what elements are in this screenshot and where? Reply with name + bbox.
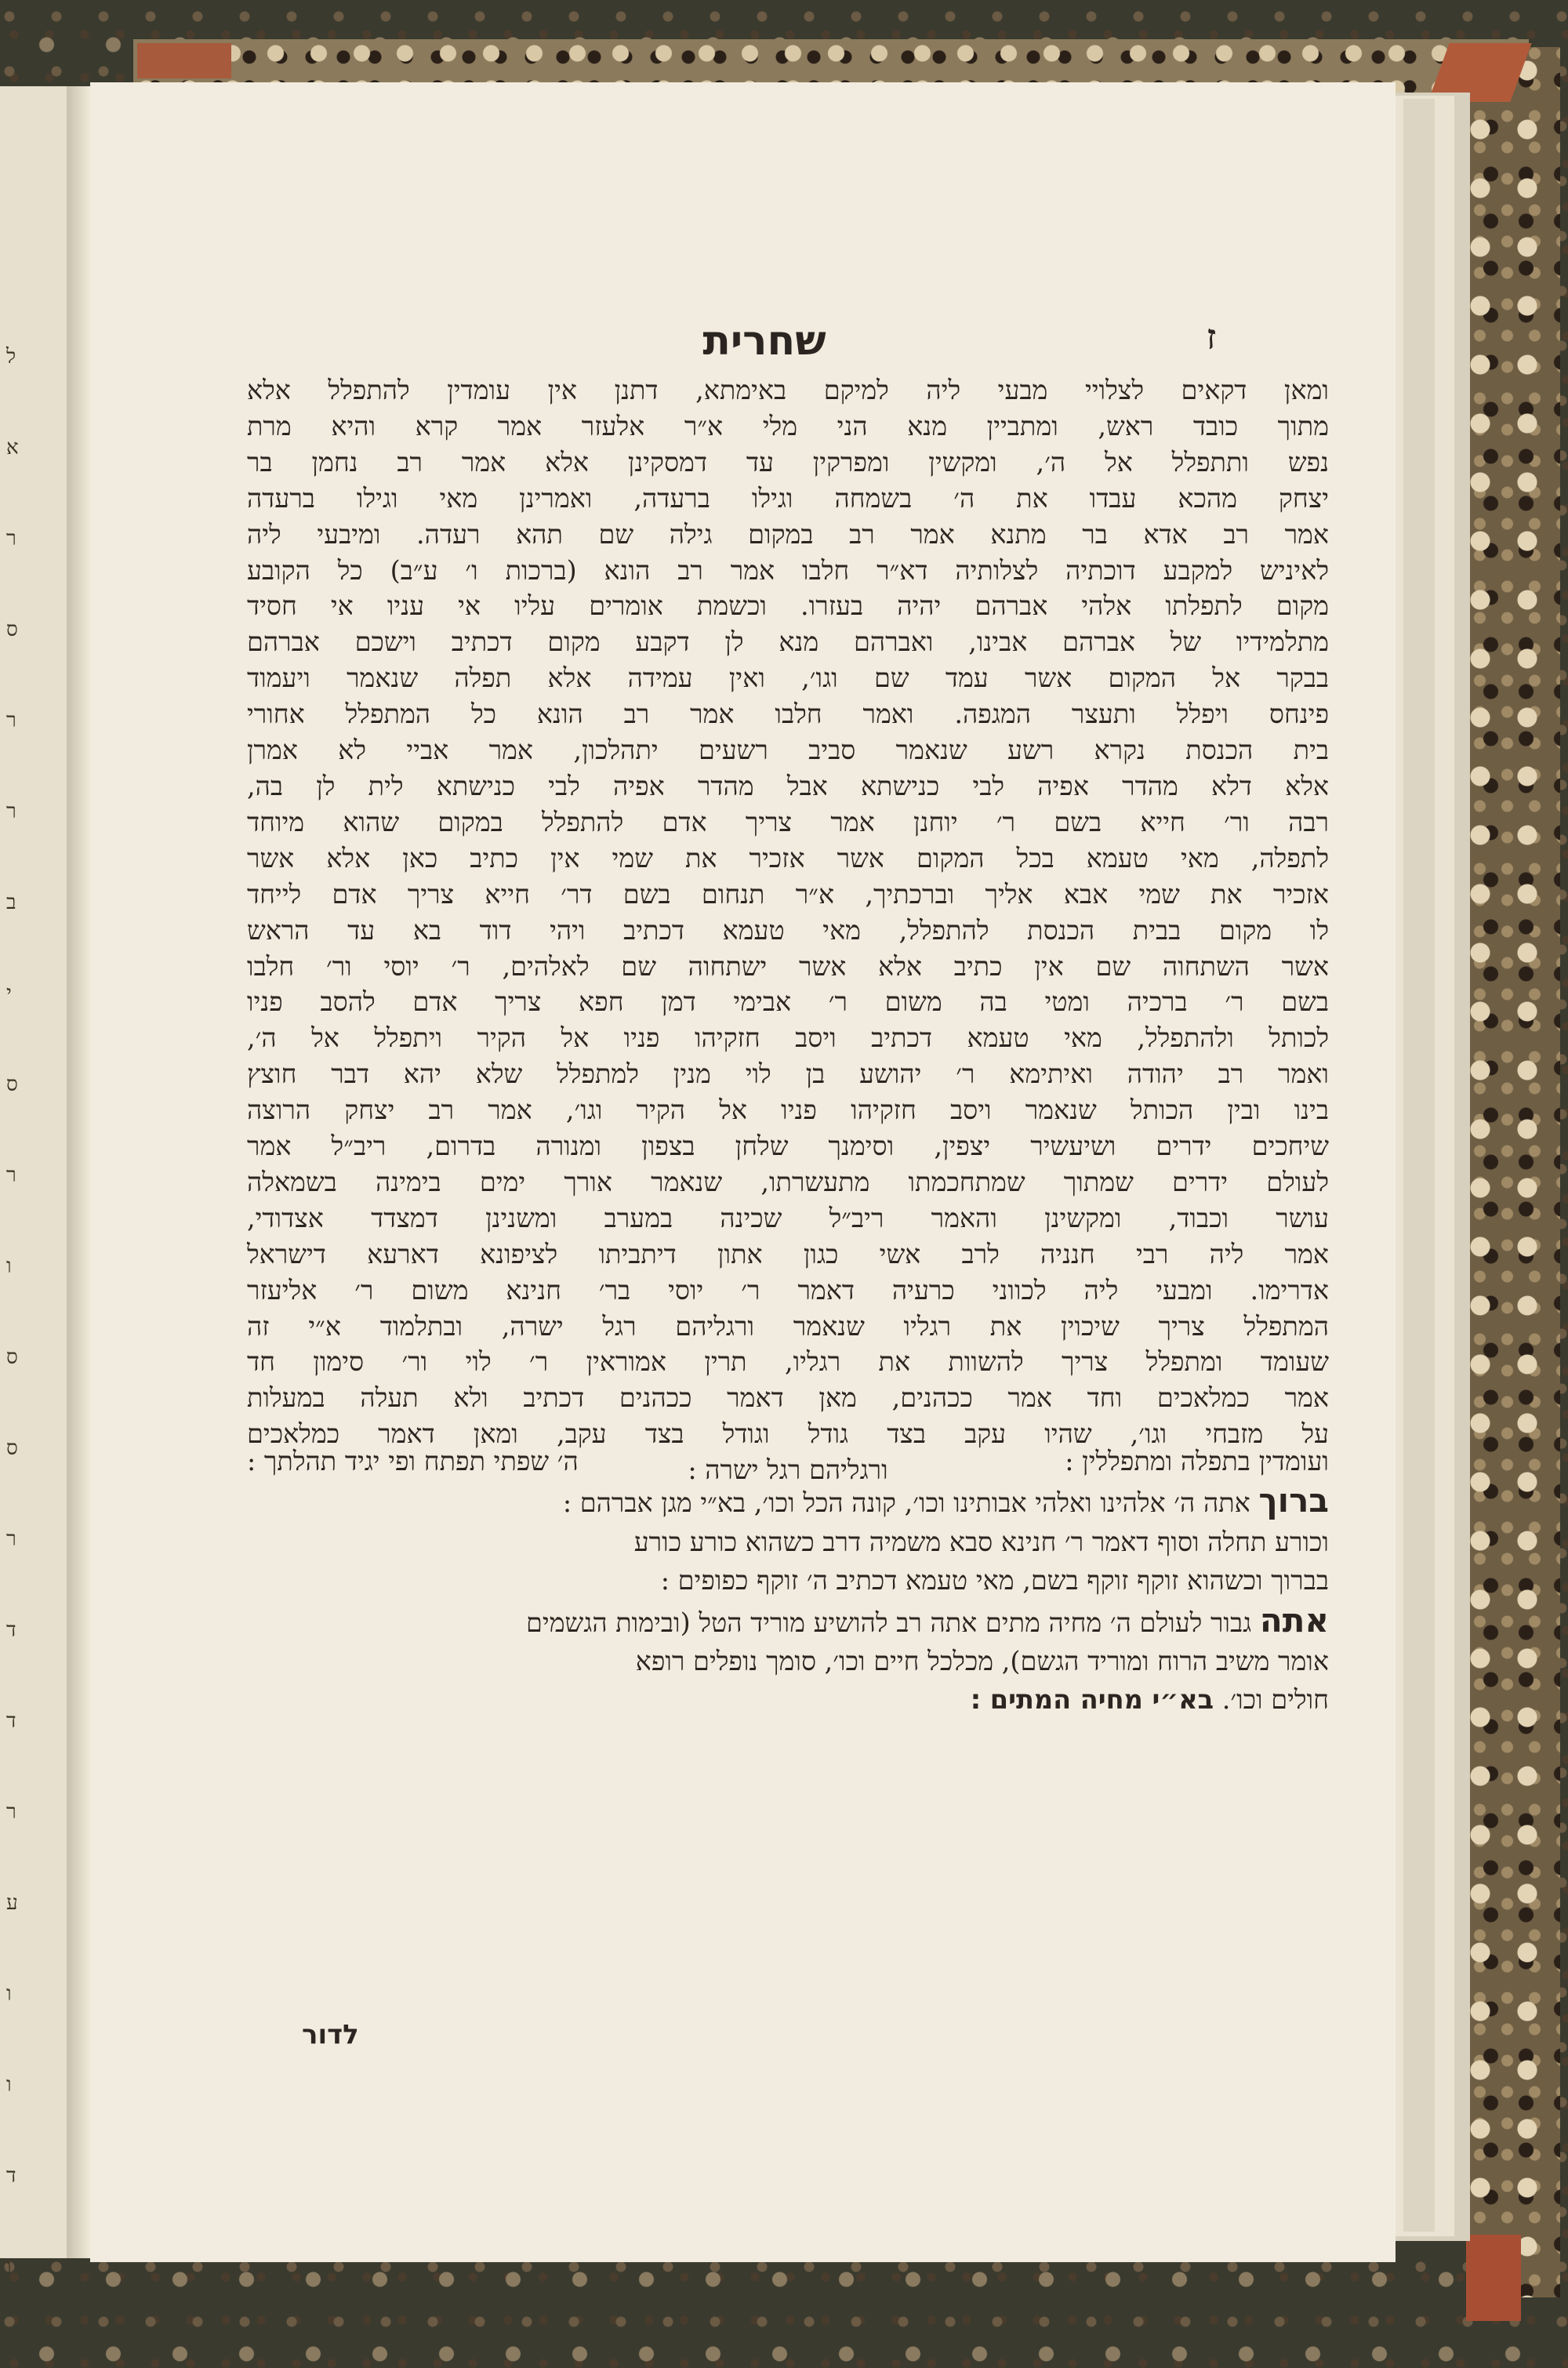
facing-page-glyph: ס xyxy=(6,1436,18,1460)
commentary-line: בברוך וכשהוא זוקף זוקף בשם, מאי טעמא דכתיב ה׳ זוקף כפופים : xyxy=(660,1564,1329,1596)
facing-page-glyph: ר xyxy=(6,527,16,550)
text-line: אלא דלא מהדר אפיה לבי כנישתא אבל מהדר אפיה לבי כנישתא לית לן בה, xyxy=(247,770,1329,801)
text-line-centered: ורגליהם רגל ישרה : xyxy=(688,1455,888,1486)
text-line: לו מקום בבית הכנסת להתפלל, מאי טעמא דכתיב ויהי דוד בא עד הראש xyxy=(247,914,1329,946)
commentary xyxy=(247,1524,1329,1600)
page-stack-edge xyxy=(1403,99,1435,2232)
blessing-conclusion: בא״י מחיה המתים : xyxy=(970,1683,1214,1715)
commentary-line: וכורע תחלה וסוף דאמר ר׳ חנינא סבא משמיה דרב כשהוא כורע כורע xyxy=(633,1527,1329,1557)
facing-page-glyph: ו xyxy=(6,2073,12,2097)
facing-page-glyph: ד xyxy=(6,1618,16,1642)
facing-page-glyph: ד xyxy=(6,2164,16,2188)
text-line: נפש ותתפלל אל ה׳, ומקשין ומפרקין עד דמסקינן אלא אמר רב נחמן בר xyxy=(247,446,1329,478)
blessing-text: חולים וכו׳. xyxy=(1221,1683,1329,1715)
text-line: שיחכים ידרים ושיעשיר יצפין, וסימנך שלחן בצפון ומנורה בדרום, ריב״ל אמר xyxy=(247,1131,1329,1162)
text-line: רבה ור׳ חייא בשם ר׳ יוחנן אמר צריך אדם להתפלל במקום שהוא מיוחד xyxy=(247,806,1329,837)
catchword: לדור xyxy=(302,2019,359,2050)
text-line: אמר רב אדא בר מתנא אמר רב במקום גילה שם תהא רעדה. ומיבעי ליה xyxy=(247,518,1329,550)
facing-page-glyph: ר xyxy=(6,709,16,732)
text-line: על מזבחי וגו׳, שהיו עקב בצד גודל וגודל בצד עקב, ומאן דאמר כמלאכים xyxy=(247,1418,1329,1450)
facing-page-glyph: ו xyxy=(6,1982,12,2006)
facing-page-glyph: ע xyxy=(6,1891,18,1915)
facing-page-glyph: ס xyxy=(6,1073,18,1096)
text-line: לאיניש למקבע דוכתיה לצלותיה דא״ר חלבו אמר רב הונא (ברכות ו׳ ע״ב) כל הקובע xyxy=(247,554,1329,586)
text-line: שעומד ומתפלל צריך להשוות את רגליו, תרין אמוראין ר׳ לוי ור׳ סימון חד xyxy=(247,1346,1329,1378)
text-line: ואמר רב יהודה ואיתימא ר׳ יהושע בן לוי מנין למתפלל שלא יהא דבר חוצץ xyxy=(247,1059,1329,1090)
text-line: לתפלה, מאי טעמא בכל המקום אשר אזכיר את שמי אין כתיב כאן אלא אשר xyxy=(247,842,1329,873)
text-line: המתפלל צריך שיכוין את רגליו שנאמר ורגליהם רגל ישרה, ובתלמוד א״י זה xyxy=(247,1310,1329,1342)
text-line: אזכיר את שמי אבא אליך וברכתיך, א״ר תנחום בשם דר׳ חייא צריך אדם לייחד xyxy=(247,878,1329,910)
book-gutter xyxy=(67,86,90,2258)
text-line: פינחס ויפלל ותעצר המגפה. ואמר חלבו אמר רב הונא כל המתפלל אחורי xyxy=(247,699,1329,730)
prayer-intro-left: ה׳ שפתי תפתח ופי יגיד תהלתך : xyxy=(247,1446,579,1476)
prayer-intro xyxy=(247,1443,1329,1481)
leather-corner-bottom-right xyxy=(1466,2235,1521,2321)
facing-page-text-fragments xyxy=(0,86,67,2279)
blessing-gevurot xyxy=(247,1602,1329,1719)
text-line: לכותל ולהתפלל, מאי טעמא דכתיב ויסב חזקיהו פניו אל הקיר ויתפלל אל ה׳, xyxy=(247,1022,1329,1054)
facing-page-glyph: ו xyxy=(6,2255,12,2279)
prayer-intro-right: ועומדין בתפלה ומתפללין : xyxy=(1065,1446,1329,1476)
marbled-cover-right xyxy=(1466,47,1560,2297)
text-line: עושר וכבוד, ומקשינן והאמר ריב״ל שכינה במערב ומשנינן דמצדד אצדודי, xyxy=(247,1202,1329,1233)
facing-page-glyph: ר xyxy=(6,1527,16,1551)
facing-page-glyph: ס xyxy=(6,618,18,641)
facing-page-glyph: י xyxy=(6,982,12,1005)
text-line: יצחק מהכא עבדו את ה׳ בשמחה וגילו ברעדה, ואמרינן מאי וגילו ברעדה xyxy=(247,482,1329,514)
text-line: מתוך כובד ראש, ומתביין מנא הני מלי א״ר אלעזר אמר קרא והיא מרת xyxy=(247,410,1329,441)
facing-page-glyph: א xyxy=(6,436,19,459)
facing-page-glyph: ב xyxy=(6,891,16,914)
facing-page-glyph: ס xyxy=(6,1346,18,1369)
blessing-avot xyxy=(247,1482,1329,1523)
page-title: שחרית xyxy=(702,318,826,365)
text-line: מקום לתפלתו אלהי אברהם יהיה בעזרו. וכשמת אומרים עליו אי עניו אי חסיד xyxy=(247,590,1329,622)
facing-page-glyph: ר xyxy=(6,1164,16,1187)
blessing-lead-word: אתה xyxy=(1259,1601,1329,1640)
facing-page-glyph: ד xyxy=(6,1709,16,1733)
blessing-lead-word: ברוך xyxy=(1258,1481,1329,1520)
facing-page-glyph: ו xyxy=(6,1255,12,1278)
leather-corner-top-left xyxy=(137,43,231,78)
blessing-text: אתה ה׳ אלהינו ואלהי אבותינו וכו׳, קונה הכל וכו׳, בא״י מגן אברהם : xyxy=(562,1487,1250,1518)
text-line: בבקר אל המקום אשר עמד שם וגו׳, ואין עמידה אלא תפלה שנאמר ויעמוד xyxy=(247,663,1329,694)
text-line: אדרימו. ומבעי ליה לכווני כרעיה דאמר ר׳ יוסי בר׳ חנינא משום ר׳ אליעזר xyxy=(247,1274,1329,1306)
text-line: ומאן דקאים לצלויי מבעי ליה למיקם באימתא, דתנן אין עומדין להתפלל אלא xyxy=(247,375,1329,405)
text-line: בינו ובין הכותל שנאמר ויסב חזקיהו פניו אל הקיר וגו׳, אמר רב יצחק הרוצה xyxy=(247,1095,1329,1126)
book-page xyxy=(90,82,1396,2262)
facing-page-glyph: ל xyxy=(6,345,16,369)
text-line: בשם ר׳ ברכיה ומטי בה משום ר׳ אבימי דמן חפא צריך אדם להסב פניו xyxy=(247,986,1329,1018)
blessing-text: גבור לעולם ה׳ מחיה מתים אתה רב להושיע מוריד הטל (ובימות הגשמים xyxy=(526,1607,1252,1638)
main-text xyxy=(247,372,1329,1488)
facing-page-glyph: ר xyxy=(6,1800,16,1824)
text-line: בית הכנסת נקרא רשע שנאמר סביב רשעים יתהלכון, אמר אביי לא אמרן xyxy=(247,735,1329,766)
text-line: מתלמידיו של אברהם אבינו, ואברהם מנא לן דקבע מקום דכתיב וישכם אברהם xyxy=(247,627,1329,658)
text-line: אמר כמלאכים וחד אמר ככהנים, מאן דאמר ככהנים דכתיב ולא תעלה במעלות xyxy=(247,1382,1329,1414)
text-line: לעולם ידרים שמתוך שמתחכמתו מתעשרתו, שנאמר אורך ימים בימינה בשמאלה xyxy=(247,1166,1329,1197)
page-number: ז xyxy=(1206,318,1217,358)
text-line: אשר השתחוה שם אין כתיב אלא אשר ישתחוה שם לאלהים, ר׳ יוסי ור׳ חלבו xyxy=(247,950,1329,982)
blessing-text: אומר משיב הרוח ומוריד הגשם), מכלכל חיים וכו׳, סומך נופלים רופא xyxy=(635,1645,1329,1676)
facing-page-glyph: ר xyxy=(6,800,16,823)
text-line: אמר ליה רבי חנניה לרב אשי כגון אתון דיתביתו לציפונא דארעא דישראל xyxy=(247,1238,1329,1269)
